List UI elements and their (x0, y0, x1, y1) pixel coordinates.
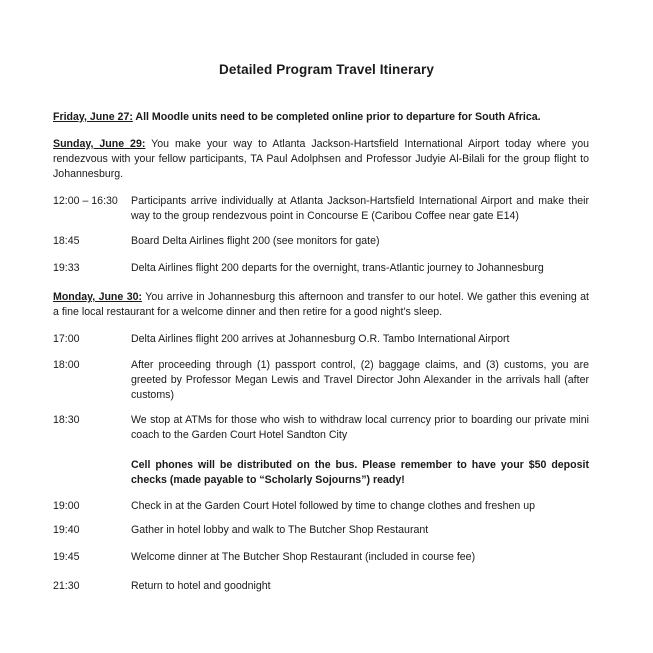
event-description: Gather in hotel lobby and walk to The Butcher Shop Restaurant (131, 524, 429, 536)
event-time: 12:00 – 16:30 (53, 195, 118, 207)
day1-date: Sunday, June 29: (53, 138, 146, 150)
event-time: 19:45 (53, 551, 80, 563)
event-time: 18:30 (53, 414, 80, 426)
event-time: 19:00 (53, 500, 80, 512)
event-description: Return to hotel and goodnight (131, 580, 271, 592)
document-title: Detailed Program Travel Itinerary (219, 62, 434, 77)
intro-date: Friday, June 27: (53, 111, 133, 123)
event-time: 17:00 (53, 333, 80, 345)
event-time: 18:45 (53, 235, 80, 247)
event-description: We stop at ATMs for those who wish to withdraw local currency prior to boarding our private mini coach to the Garden Court Hotel Sandton City (131, 414, 589, 441)
event-time: 21:30 (53, 580, 80, 592)
day1-paragraph (53, 137, 589, 182)
intro-paragraph (53, 110, 589, 125)
phone-notice: Cell phones will be distributed on the bus. Please remember to have your $50 deposit checks (made payable to “Scholarly Sojourns”) ready! (131, 459, 589, 486)
day1-text: You make your way to Atlanta Jackson-Hartsfield International Airport today where you rendezvous with your fellow participants, TA Paul Adolphsen and Professor Judyie Al-Bilali for the group flight to Johannesburg. (53, 138, 590, 180)
event-description: Welcome dinner at The Butcher Shop Restaurant (included in course fee) (131, 551, 476, 563)
event-time: 18:00 (53, 359, 80, 371)
event-description: Delta Airlines flight 200 departs for the overnight, trans-Atlantic journey to Johannesburg (131, 262, 544, 274)
event-description: After proceeding through (1) passport control, (2) baggage claims, and (3) customs, you are greeted by Professor Megan Lewis and Travel Director John Alexander in the arrivals hall (after customs) (131, 359, 589, 401)
event-description: Board Delta Airlines flight 200 (see monitors for gate) (131, 235, 380, 247)
day2-text: You arrive in Johannesburg this afternoon and transfer to our hotel. We gather this evening at a fine local restaurant for a welcome dinner and then retire for a good night’s sleep. (53, 291, 589, 318)
event-description: Participants arrive individually at Atlanta Jackson-Hartsfield International Airport and make their way to the group rendezvous point in Concourse E (Caribou Coffee near gate E14) (131, 195, 589, 222)
day2-date: Monday, June 30: (53, 291, 143, 303)
event-time: 19:40 (53, 524, 80, 536)
event-time: 19:33 (53, 262, 80, 274)
intro-text: All Moodle units need to be completed online prior to departure for South Africa. (132, 111, 541, 123)
event-description: Check in at the Garden Court Hotel followed by time to change clothes and freshen up (131, 500, 535, 512)
event-description: Delta Airlines flight 200 arrives at Johannesburg O.R. Tambo International Airport (131, 333, 510, 345)
day2-paragraph (53, 290, 589, 320)
